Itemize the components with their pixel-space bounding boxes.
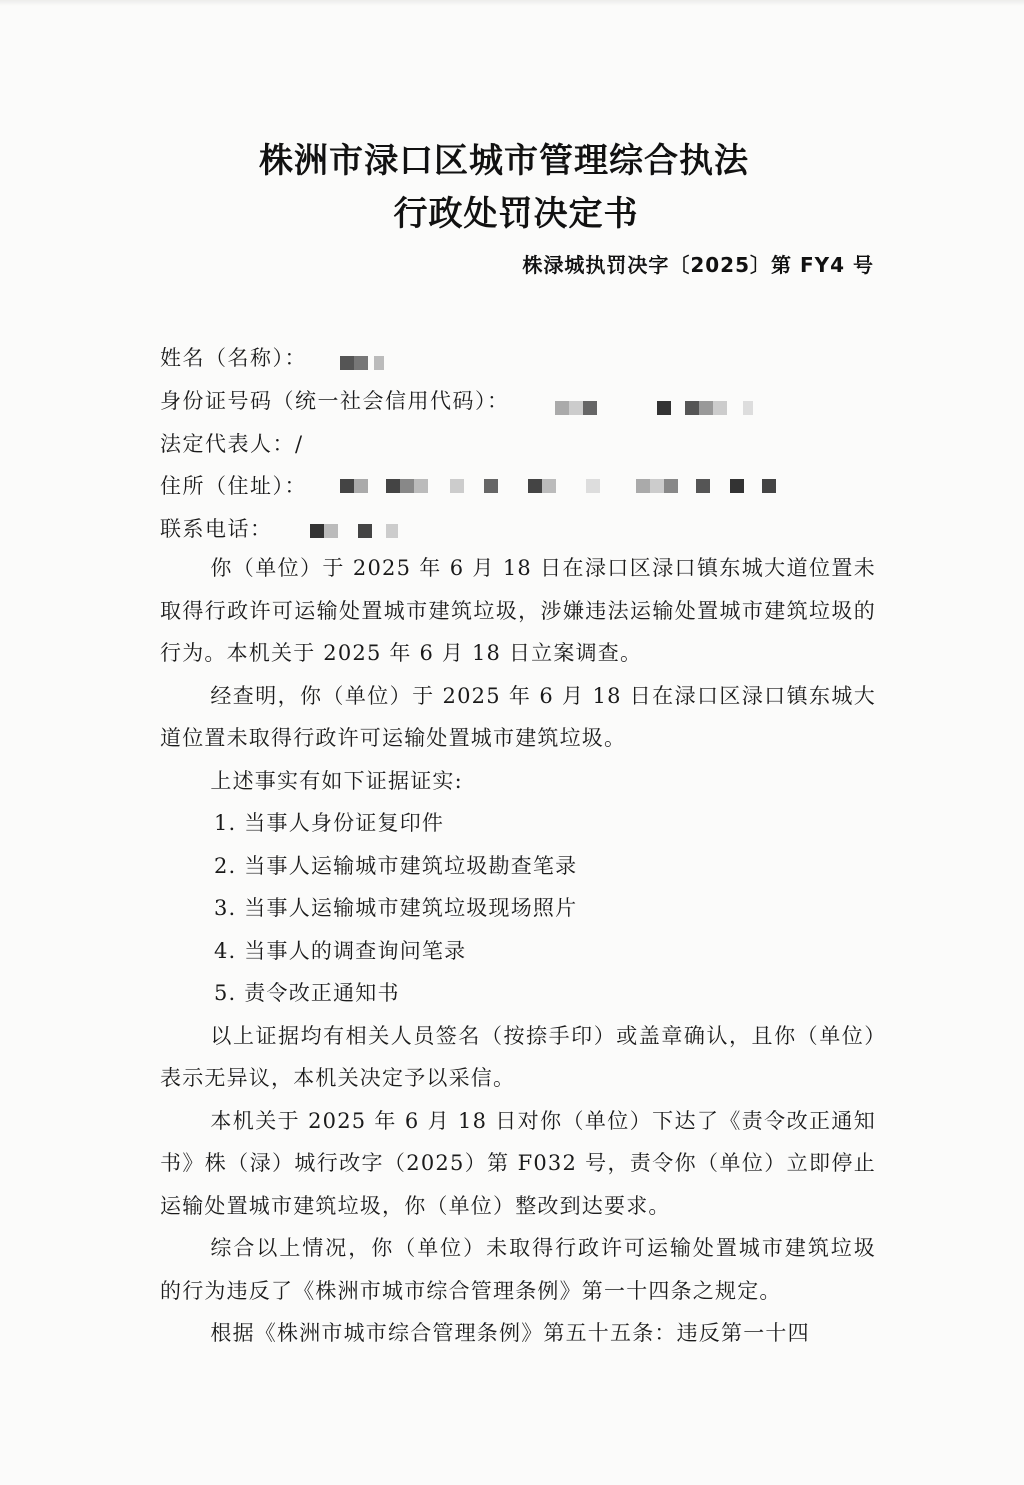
document-title-line2: 行政处罚决定书	[393, 194, 639, 234]
violation-summary-paragraph: 综合以上情况，你（单位）未取得行政许可运输处置城市建筑垃圾的行为违反了《株洲市城市综合管理条例》第一十四条之规定。	[160, 1236, 876, 1303]
id-number-field-label: 身份证号码（统一社会信用代码）：	[160, 389, 510, 413]
correction-notice-paragraph: 本机关于 2025 年 6 月 18 日对你（单位）下达了《责令改正通知书》株（渌）城行改字（2025）第 F032 号，责令你（单位）立即停止运输处置城市建筑垃圾，你（单位）整改到达要求。	[160, 1108, 876, 1218]
legal-basis-paragraph: 根据《株洲市城市综合管理条例》第五十五条：违反第一十四	[210, 1321, 810, 1345]
redacted-id-number	[555, 400, 753, 414]
evidence-item: 1. 当事人身份证复印件	[214, 811, 445, 835]
evidence-intro: 上述事实有如下证据证实:	[210, 768, 463, 793]
document-title-line1: 株洲市渌口区城市管理综合执法	[259, 141, 749, 181]
page-edge-shadow	[0, 0, 1024, 6]
redacted-address	[340, 478, 776, 492]
facts-paragraph: 你（单位）于 2025 年 6 月 18 日在渌口区渌口镇东城大道位置未取得行政许可运输处置城市建筑垃圾，涉嫌违法运输处置城市建筑垃圾的行为。本机关于 2025 年 6 月 18 日立案调查。	[160, 556, 876, 665]
evidence-item: 4. 当事人的调查询问笔录	[214, 938, 467, 963]
investigation-paragraph: 经查明，你（单位）于 2025 年 6 月 18 日在渌口区渌口镇东城大道位置未取得行政许可运输处置城市建筑垃圾。	[160, 683, 876, 750]
redacted-name	[340, 355, 384, 369]
legal-representative-field: 法定代表人：/	[160, 432, 304, 456]
name-field-label: 姓名（名称）：	[160, 346, 307, 370]
decision-body	[160, 547, 876, 1355]
redacted-phone	[310, 523, 398, 537]
evidence-acceptance-paragraph: 以上证据均有相关人员签名（按捺手印）或盖章确认，且你（单位）表示无异议，本机关决定予以采信。	[160, 1023, 876, 1090]
phone-field-label: 联系电话：	[160, 517, 273, 541]
document-number: 株渌城执罚决字〔2025〕第 FY4 号	[522, 253, 874, 277]
evidence-item: 3. 当事人运输城市建筑垃圾现场照片	[214, 896, 578, 920]
address-field-label: 住所（住址）：	[160, 474, 307, 498]
evidence-item: 5. 责令改正通知书	[214, 981, 400, 1005]
evidence-item: 2. 当事人运输城市建筑垃圾勘查笔录	[214, 853, 578, 878]
